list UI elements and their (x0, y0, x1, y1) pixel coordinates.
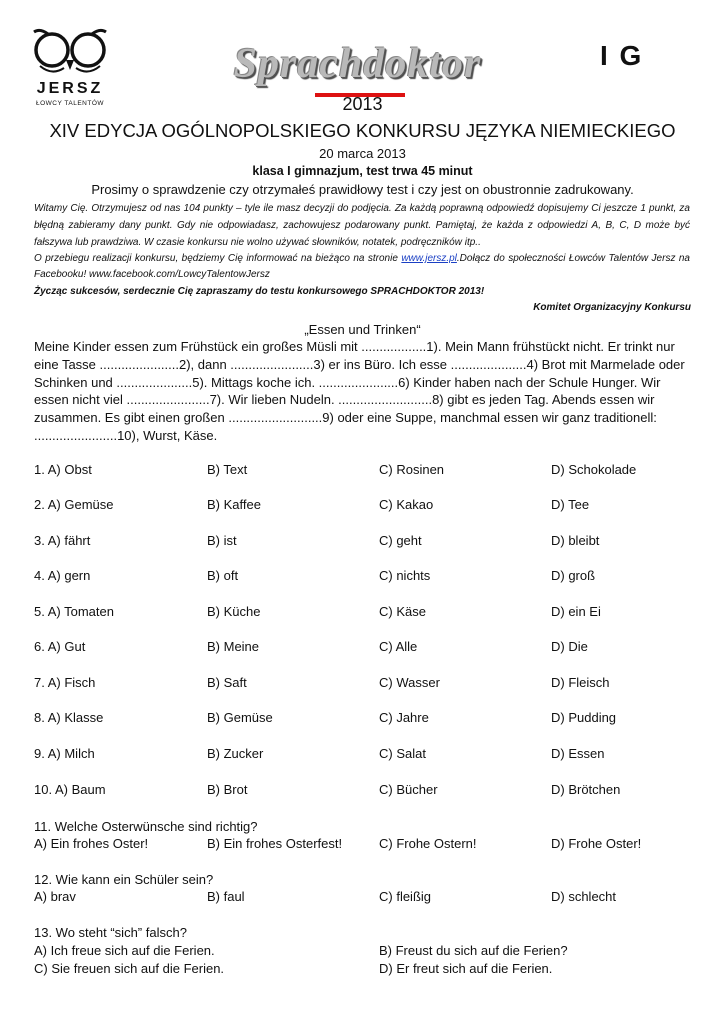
option-d[interactable]: D) Schokolade (551, 462, 637, 477)
question-row (34, 710, 694, 728)
option-b[interactable]: B) ist (207, 533, 237, 548)
option-d[interactable]: D) Frohe Oster! (551, 836, 642, 851)
option-a[interactable]: 4. A) gern (34, 568, 91, 583)
question-row (34, 746, 694, 764)
option-a[interactable]: 1. A) Obst (34, 462, 92, 477)
option-b[interactable]: B) Text (207, 462, 248, 477)
class-info: klasa I gimnazjum, test trwa 45 minut (252, 164, 473, 178)
option-a[interactable]: 6. A) Gut (34, 639, 86, 654)
question-13-options-row2 (34, 961, 694, 979)
question-row (34, 497, 694, 515)
option-c[interactable]: C) fleißig (379, 889, 432, 904)
option-c[interactable]: C) Alle (379, 639, 418, 654)
option-a[interactable]: 8. A) Klasse (34, 710, 104, 725)
check-notice: Prosimy o sprawdzenie czy otrzymałeś prawidłowy test i czy jest on obustronnie zadrukowany. (91, 182, 634, 197)
question-13-options-row1 (34, 943, 694, 961)
question-row (34, 675, 694, 693)
owl-eyes-icon (30, 28, 110, 80)
option-b[interactable]: B) Freust du sich auf die Ferien? (379, 943, 568, 958)
option-a[interactable]: 5. A) Tomaten (34, 604, 114, 619)
question-row (34, 533, 694, 551)
brand-name: Sprachdoktor (233, 41, 482, 87)
instructions: Witamy Cię. Otrzymujesz od nas 104 punkty – tyle ile masz decyzji do podjęcia. Za każdą poprawną odpowiedź dopisujemy Ci jeszcze 1 punkt, za błędną zabieramy dany punkt. Gdy nie odpowiadasz, zachowujesz podarowany punkt. Pamiętaj, że każda z odpowiedzi A, B, C, D może być fałszywa lub prawdziwa. W czasie konkursu nie wolno używać słowników, notatek, podręczników itp.. (34, 203, 690, 248)
wish-text: Życząc sukcesów, serdecznie Cię zapraszamy do testu konkursowego SPRACHDOKTOR 2013! (34, 286, 485, 297)
option-d[interactable]: D) bleibt (551, 533, 600, 548)
option-b[interactable]: B) Ein frohes Osterfest! (207, 836, 343, 851)
option-a[interactable]: 2. A) Gemüse (34, 497, 114, 512)
option-b[interactable]: B) Kaffee (207, 497, 261, 512)
option-b[interactable]: B) Zucker (207, 746, 264, 761)
option-d[interactable]: D) schlecht (551, 889, 617, 904)
option-b[interactable]: B) Brot (207, 782, 248, 797)
question-row (34, 782, 694, 800)
option-b[interactable]: B) Gemüse (207, 710, 273, 725)
option-d[interactable]: D) Die (551, 639, 588, 654)
committee-signature: Komitet Organizacyjny Konkursu (533, 302, 691, 313)
org-name: JERSZ (36, 80, 104, 97)
option-d[interactable]: D) Fleisch (551, 675, 610, 690)
option-a[interactable]: 9. A) Milch (34, 746, 95, 761)
option-a[interactable]: 3. A) fährt (34, 533, 91, 548)
option-d[interactable]: D) Essen (551, 746, 605, 761)
option-a[interactable]: 7. A) Fisch (34, 675, 96, 690)
option-d[interactable]: D) Tee (551, 497, 590, 512)
org-subtitle: ŁOWCY TALENTÓW (35, 100, 105, 107)
option-a[interactable]: A) Ich freue sich auf die Ferien. (34, 943, 215, 958)
question-12-options (34, 889, 694, 907)
page-title: XIV EDYCJA OGÓLNOPOLSKIEGO KONKURSU JĘZYKA NIEMIECKIEGO (49, 120, 676, 141)
option-c[interactable]: C) Sie freuen sich auf die Ferien. (34, 961, 225, 976)
option-c[interactable]: C) geht (379, 533, 422, 548)
text-title: „Essen und Trinken“ (304, 322, 421, 337)
option-d[interactable]: D) Pudding (551, 710, 617, 725)
option-a[interactable]: A) brav (34, 889, 76, 904)
option-a[interactable]: A) Ein frohes Oster! (34, 836, 149, 851)
option-d[interactable]: D) groß (551, 568, 596, 583)
question-12-text: 12. Wie kann ein Schüler sein? (34, 872, 214, 887)
option-c[interactable]: C) nichts (379, 568, 431, 583)
info-paragraph (34, 251, 690, 283)
question-13-text: 13. Wo steht “sich” falsch? (34, 925, 187, 940)
option-b[interactable]: B) faul (207, 889, 245, 904)
option-c[interactable]: C) Frohe Ostern! (379, 836, 477, 851)
option-b[interactable]: B) Küche (207, 604, 261, 619)
reading-passage: Meine Kinder essen zum Frühstück ein großes Müsli mit ..................1). Mein Mann frühstückt nicht. Er trinkt nur eine Tasse ......................2), dann .......................3) er ins Büro. Ich esse .....................4) Brot mit Marmelade oder Schinken und .....................5). Mittags koche ich. ......................6) Kinder haben nach der Schule Hunger. Wir essen nicht viel .......................7). Wir lieben Nudeln. ..........................8) gibt es jeden Tag. Abends essen wir zusammen. Es gibt einen großen ..........................9) oder eine Suppe, manchmal essen wir ganz traditionell: .......................10), Wurst, Käse. (34, 339, 685, 443)
year: 2013 (342, 94, 383, 114)
question-11-text: 11. Welche Osterwünsche sind richtig? (34, 819, 258, 834)
question-row (34, 604, 694, 622)
question-row (34, 639, 694, 657)
option-c[interactable]: C) Käse (379, 604, 426, 619)
sprachdoktor-logo (215, 38, 500, 94)
info-text-after: .Dołącz do społeczności Łowców Talentów Jersz na Facebooku! www.facebook.com/LowcyTalentowJersz (34, 253, 690, 280)
date: 20 marca 2013 (319, 146, 406, 161)
option-d[interactable]: D) Brötchen (551, 782, 621, 797)
option-b[interactable]: B) oft (207, 568, 239, 583)
option-c[interactable]: C) Rosinen (379, 462, 445, 477)
website-link[interactable]: www.jersz.pl (401, 253, 457, 264)
grade-label: I G (600, 40, 644, 71)
question-11-options (34, 836, 694, 854)
option-b[interactable]: B) Meine (207, 639, 260, 654)
info-text-before: O przebiegu realizacji konkursu, będziemy Cię informować na bieżąco na stronie (34, 253, 402, 264)
question-row (34, 462, 694, 480)
option-d[interactable]: D) ein Ei (551, 604, 601, 619)
option-a[interactable]: 10. A) Baum (34, 782, 106, 797)
option-d[interactable]: D) Er freut sich auf die Ferien. (379, 961, 553, 976)
option-b[interactable]: B) Saft (207, 675, 247, 690)
option-c[interactable]: C) Kakao (379, 497, 434, 512)
option-c[interactable]: C) Wasser (379, 675, 440, 690)
option-c[interactable]: C) Bücher (379, 782, 438, 797)
option-c[interactable]: C) Salat (379, 746, 426, 761)
question-row (34, 568, 694, 586)
option-c[interactable]: C) Jahre (379, 710, 429, 725)
